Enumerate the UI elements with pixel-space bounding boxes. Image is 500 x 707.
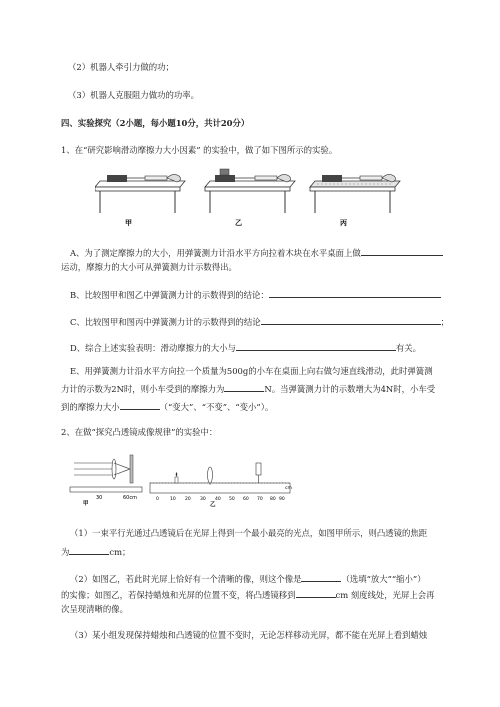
part-2-text-3: cm 刻度线处，光屏上会再 bbox=[335, 590, 435, 600]
question-d-text: D、综合上述实验表明：滑动摩擦力的大小与 bbox=[70, 343, 236, 353]
part-1-text: 为 bbox=[61, 547, 70, 557]
answer-blank[interactable] bbox=[261, 315, 441, 325]
q2-intro: 2、在做“探究凸透镜成像规律”的实验中： bbox=[61, 427, 218, 437]
yi-tick-90: 90 bbox=[279, 497, 285, 502]
question-e-text-3: 到的摩擦力大小 bbox=[61, 402, 120, 412]
friction-experiment-figure bbox=[95, 165, 405, 230]
part-1-line-1: （1）一束平行光通过凸透镜后在光屏上得到一个最小最亮的光点，如图甲所示，则凸透镜的焦距 bbox=[70, 528, 428, 538]
question-line-3: （3）机器人克服阻力做功的功率。 bbox=[68, 90, 199, 100]
lens-experiment-figure bbox=[68, 447, 298, 507]
answer-blank[interactable] bbox=[361, 246, 443, 256]
question-c bbox=[70, 315, 449, 328]
part-2-text: （2）如图乙，若此时光屏上恰好有一个清晰的像，则这个像是 bbox=[70, 574, 302, 584]
figure-yi bbox=[205, 169, 295, 213]
figure-lens-yi bbox=[150, 463, 292, 507]
yi-tick-50: 50 bbox=[229, 497, 235, 502]
question-e-line-1: E、用弹簧测力计沿水平方向拉一个质量为500g的小车在桌面上向右做匀速直线滑动，此时弹簧测 bbox=[70, 366, 433, 376]
yi-tick-40: 40 bbox=[215, 497, 221, 502]
yi-tick-0: 0 bbox=[156, 497, 159, 502]
yi-tick-30: 30 bbox=[200, 497, 206, 502]
jia-tick-60cm: 60cm bbox=[123, 495, 137, 501]
part-2-line-3: 次呈现清晰的像。 bbox=[61, 604, 128, 614]
question-line-2: （2）机器人牵引力做的功； bbox=[68, 62, 174, 72]
answer-blank[interactable] bbox=[224, 382, 264, 392]
question-b-text: B、比较图甲和图乙中弹簧测力计的示数得到的结论： bbox=[70, 290, 269, 300]
question-c-text: C、比较图甲和图丙中弹簧测力计的示数得到的结论 bbox=[70, 317, 261, 327]
yi-tick-20: 20 bbox=[185, 497, 191, 502]
answer-blank[interactable] bbox=[269, 288, 441, 298]
question-e-options: （“变大”、“不变”、“变小”）。 bbox=[159, 402, 274, 412]
figure-jia bbox=[95, 174, 185, 213]
yi-tick-70: 70 bbox=[257, 497, 263, 502]
question-d-end: 有关。 bbox=[395, 343, 421, 353]
section-heading: 四、实验探究（2小题，每小题10分，共计20分） bbox=[61, 118, 250, 128]
label-bing: 丙 bbox=[340, 219, 347, 227]
part-3-line-1: （3）某小组发现保持蜡烛和凸透镜的位置不变时，无论怎样移动光屏，都不能在光屏上看到蜡烛 bbox=[70, 630, 428, 640]
yi-tick-60: 60 bbox=[243, 497, 249, 502]
yi-tick-cm: cm bbox=[285, 486, 292, 491]
question-d bbox=[70, 341, 421, 354]
figure-bing bbox=[310, 174, 400, 213]
question-c-end: ； bbox=[440, 317, 450, 327]
yi-tick-80: 80 bbox=[270, 497, 276, 502]
question-a-line-1 bbox=[70, 246, 443, 259]
part-2-text-2: 的实像；如图乙，若保持蜡烛和光屏的位置不变，将凸透镜移到 bbox=[61, 590, 296, 600]
figure-lens-jia bbox=[70, 455, 142, 507]
question-a-text: A、为了测定摩擦力的大小，用弹簧测力计沿水平方向拉着木块在水平桌面上做 bbox=[70, 248, 361, 258]
part-1-line-2 bbox=[61, 545, 130, 558]
question-e-text: 力计的示数为2N时，则小车受到的摩擦力为 bbox=[61, 384, 225, 394]
jia-label: 甲 bbox=[83, 501, 89, 507]
answer-blank[interactable] bbox=[296, 588, 336, 598]
question-b bbox=[70, 288, 441, 301]
yi-tick-10: 10 bbox=[170, 497, 176, 502]
part-2-line-1 bbox=[70, 572, 426, 585]
q1-intro: 1、在“研究影响滑动摩擦力大小因素” 的实验中，做了如下图所示的实验。 bbox=[61, 145, 338, 155]
label-jia: 甲 bbox=[125, 219, 132, 227]
part-2-options: （选填“放大”“缩小”） bbox=[341, 574, 426, 584]
yi-label: 乙 bbox=[210, 502, 216, 507]
question-e-line-3 bbox=[61, 400, 273, 413]
label-yi: 乙 bbox=[235, 219, 242, 227]
answer-blank[interactable] bbox=[69, 545, 109, 555]
answer-blank[interactable] bbox=[236, 341, 396, 351]
question-e-text-2: N。当弹簧测力计的示数增大为4N时，小车受 bbox=[264, 384, 436, 394]
answer-blank[interactable] bbox=[120, 400, 160, 410]
part-2-line-2 bbox=[61, 588, 435, 601]
question-e-line-2 bbox=[61, 382, 435, 395]
part-1-unit: cm； bbox=[109, 547, 131, 557]
answer-blank[interactable] bbox=[301, 572, 341, 582]
jia-tick-30: 30 bbox=[96, 495, 103, 501]
question-a-line-2: 运动，摩擦力的大小可从弹簧测力计示数得出。 bbox=[61, 262, 237, 272]
